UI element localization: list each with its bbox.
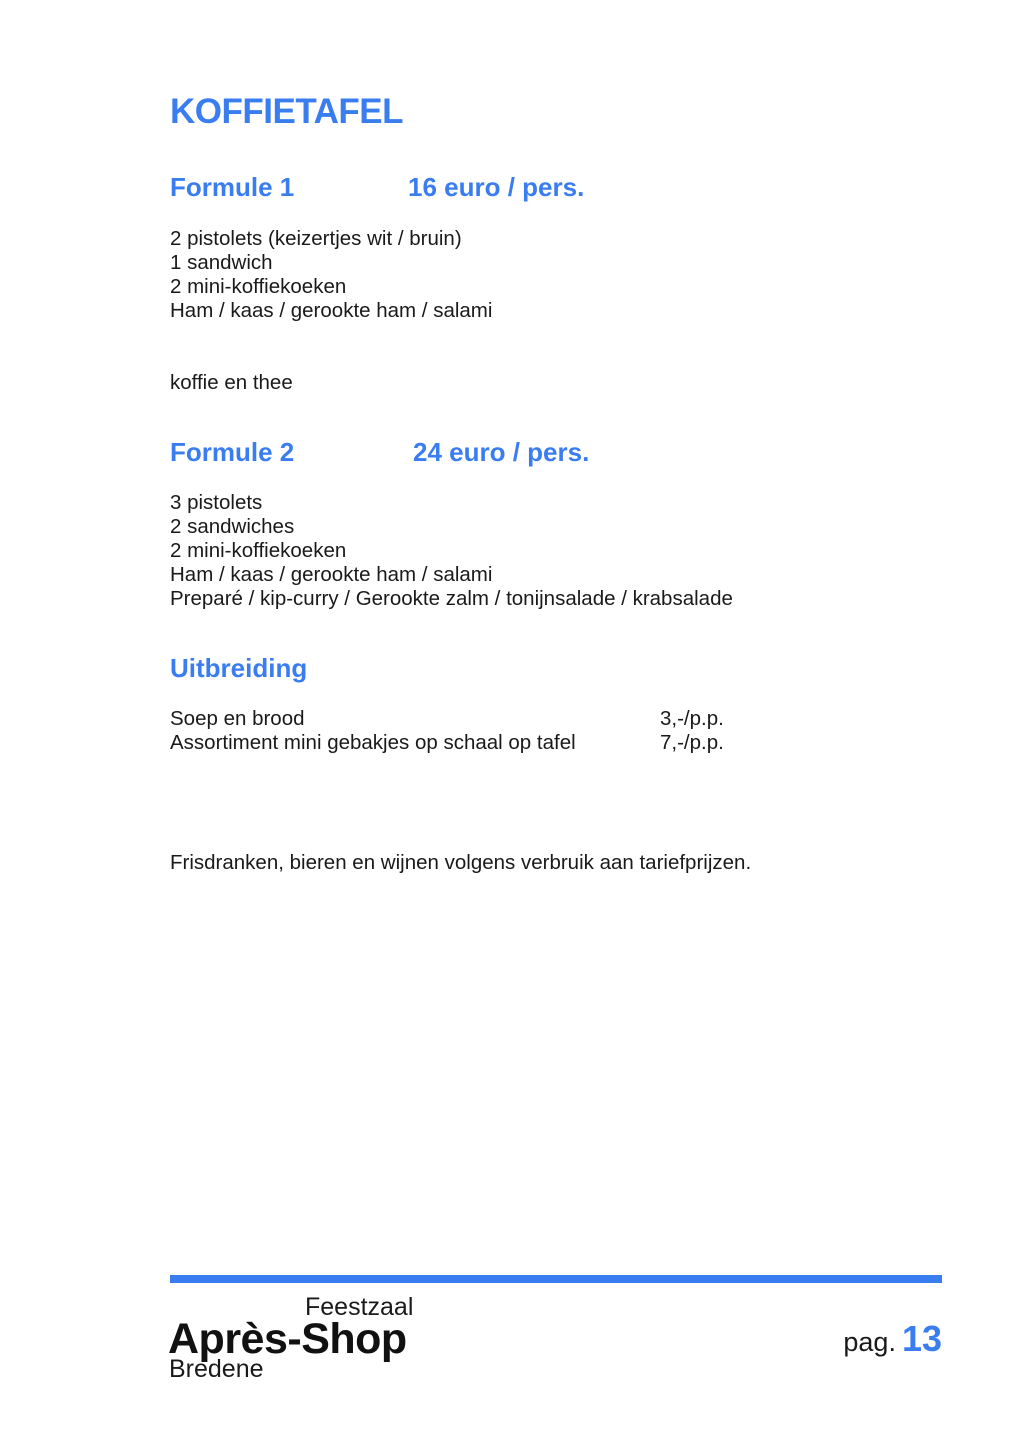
uitbreiding-item: Soep en brood [170,707,305,730]
list-item: Preparé / kip-curry / Gerookte zalm / tonijnsalade / krabsalade [170,587,733,610]
uitbreiding-price: 7,-/p.p. [660,731,724,754]
page-label: pag. [843,1327,896,1357]
list-item: 1 sandwich [170,251,273,274]
uitbreiding-row [170,731,770,755]
list-item: Ham / kaas / gerookte ham / salami [170,299,493,322]
formule-1-heading [170,172,585,203]
formule-2-label: Formule 2 [170,437,295,467]
drinks-note: Frisdranken, bieren en wijnen volgens verbruik aan tariefprijzen. [170,851,752,874]
list-item: 2 pistolets (keizertjes wit / bruin) [170,227,462,250]
formule-1-items [170,227,492,323]
uitbreiding-item: Assortiment mini gebakjes op schaal op tafel [170,731,576,754]
uitbreiding-row [170,707,770,731]
uitbreiding-heading: Uitbreiding [170,653,308,683]
list-item: 2 mini-koffiekoeken [170,539,347,562]
list-item: 2 sandwiches [170,515,295,538]
logo-bottom-text: Bredene [169,1355,264,1383]
list-item: Ham / kaas / gerookte ham / salami [170,563,493,586]
page-title: KOFFIETAFEL [170,92,403,131]
list-item: 2 mini-koffiekoeken [170,275,347,298]
formule-2-price: 24 euro / pers. [413,437,590,467]
footer-divider [170,1275,942,1283]
page-number [843,1318,942,1360]
formule-1-price: 16 euro / pers. [408,172,585,202]
list-item: 3 pistolets [170,491,263,514]
formule-2-items [170,491,733,611]
venue-logo [168,1292,428,1392]
formule-1-drinks: koffie en thee [170,371,293,394]
logo-main-text: Après-Shop [168,1315,407,1363]
formule-2-heading [170,437,590,468]
formule-1-label: Formule 1 [170,172,295,202]
uitbreiding-price: 3,-/p.p. [660,707,724,730]
page-number-value: 13 [901,1318,942,1359]
logo-top-text: Feestzaal [305,1293,414,1321]
